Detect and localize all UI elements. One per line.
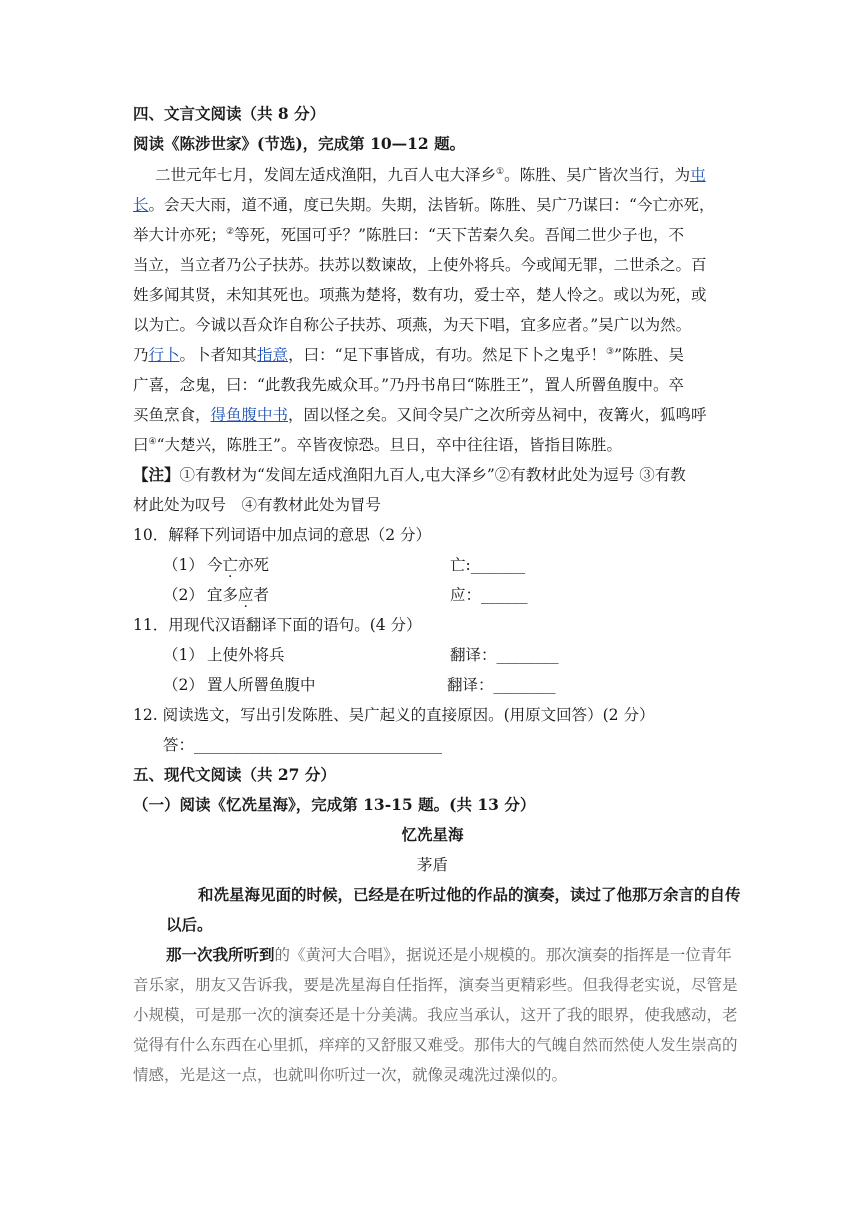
- link-zhiyi[interactable]: 指意: [257, 346, 289, 364]
- article-line-3: 小规模，可是那一次的演奏还是十分美满。我应当承认，这开了我的眼界，使我感动，老: [133, 1006, 738, 1024]
- q11-item1-text: 上使外将兵: [207, 646, 285, 664]
- emphasis-char: 亡: [222, 556, 239, 574]
- article-author: 茅盾: [416, 856, 448, 874]
- question-12: 12. 阅读选文，写出引发陈胜、吴广起义的直接原因。(用原文回答）(2 分）: [133, 706, 655, 724]
- section5-heading: 五、现代文阅读（共 27 分）: [133, 765, 336, 784]
- article-lead-line-2: 以后。: [166, 915, 213, 934]
- article-line-1: 那一次我所听到的《黄河大合唱》，据说还是小规模的。那次演奏的指挥是一位青年: [166, 945, 732, 964]
- q10-item1-text: 今亡亦死: [207, 556, 270, 574]
- passage-line-5: 姓多闻其贤，未知其死也。项燕为楚将，数有功，爱士卒，楚人怜之。或以为死，或: [133, 286, 707, 304]
- question-10: 10．解释下列词语中加点词的意思（2 分）: [133, 526, 432, 544]
- passage-line-1: 二世元年七月，发闾左适戍渔阳，九百人屯大泽乡①。陈胜、吴广皆次当行，为屯: [155, 166, 706, 184]
- question-11: 11．用现代汉语翻译下面的语句。(4 分）: [133, 616, 422, 634]
- passage-line-9: 买鱼烹食，得鱼腹中书，固以怪之矣。又间令吴广之次所旁丛祠中，夜篝火，狐鸣呼: [133, 406, 707, 424]
- section4-instruction: 阅读《陈涉世家》(节选)，完成第 10—12 题。: [133, 134, 466, 153]
- link-tunzhang-cont[interactable]: 长: [133, 196, 149, 214]
- link-tunzhang[interactable]: 屯: [690, 166, 706, 184]
- passage-line-8: 广喜，念鬼，曰：“此教我先威众耳。”乃丹书帛曰“陈胜王”，置人所罾鱼腹中。卒: [133, 376, 684, 394]
- passage-line-3: 举大计亦死；②等死，死国可乎？”陈胜曰：“天下苦秦久矣。吾闻二世少子也，不: [133, 226, 684, 244]
- passage-line-4: 当立，当立者乃公子扶苏。扶苏以数谏故，上使外将兵。今或闻无罪，二世杀之。百: [133, 256, 707, 274]
- q11-item1-answer-blank[interactable]: 翻译：________: [450, 646, 559, 664]
- article-line-4: 觉得有什么东西在心里抓，痒痒的又舒服又难受。那伟大的气魄自然而然使人发生崇高的: [133, 1036, 738, 1054]
- q10-item2-text: 宜多应者: [207, 586, 270, 604]
- q10-item2-answer-blank[interactable]: 应：______: [450, 586, 528, 604]
- section4-heading: 四、文言文阅读（共 8 分）: [133, 104, 326, 123]
- passage-line-10: 曰④“大楚兴，陈胜王”。卒皆夜惊恐。旦日，卒中往往语，皆指目陈胜。: [133, 436, 622, 454]
- link-deyu[interactable]: 得鱼腹中书: [210, 406, 289, 424]
- notes-label: 【注】: [133, 465, 180, 484]
- q10-item1-answer-blank[interactable]: 亡:_______: [450, 556, 525, 574]
- footnote-ref-1: ①: [496, 166, 505, 177]
- link-xingbu[interactable]: 行卜: [148, 346, 180, 364]
- article-line-5: 情感，光是这一点，也就叫你听过一次，就像灵魂洗过澡似的。: [133, 1066, 568, 1084]
- footnote-ref-2: ②: [226, 226, 235, 237]
- section5-sub1: （一）阅读《忆冼星海》，完成第 13-15 题。(共 13 分）: [133, 795, 536, 814]
- q11-item2-num: （2）: [163, 676, 204, 694]
- q10-item1-num: （1）: [163, 556, 204, 574]
- q10-item2-num: （2）: [163, 586, 204, 604]
- article-lead-line-1: 和冼星海见面的时候，已经是在听过他的作品的演奏，读过了他那万余言的自传: [198, 885, 741, 904]
- article-line-2: 音乐家，朋友又告诉我，要是冼星海自任指挥，演奏当更精彩些。但我得老实说，尽管是: [133, 976, 738, 994]
- q12-answer-blank[interactable]: 答：________________________________: [163, 736, 443, 754]
- notes-line-2: 材此处为叹号 ④有教材此处为冒号: [133, 496, 382, 514]
- q11-item2-text: 置人所罾鱼腹中: [207, 676, 316, 694]
- footnote-ref-3: ③: [606, 346, 615, 357]
- passage-line-2: 长。会天大雨，道不通，度已失期。失期，法皆斩。陈胜、吴广乃谋曰：“今亡亦死，: [133, 196, 715, 214]
- emphasis-char: 应: [238, 586, 254, 604]
- article-title: 忆冼星海: [401, 825, 464, 844]
- passage-line-6: 以为亡。今诚以吾众诈自称公子扶苏、项燕，为天下唱，宜多应者。”吴广以为然。: [133, 316, 692, 334]
- q11-item1-num: （1）: [163, 646, 204, 664]
- passage-line-7: 乃行卜。卜者知其指意，曰：“足下事皆成，有功。然足下卜之鬼乎！③”陈胜、吴: [133, 346, 685, 364]
- q11-item2-answer-blank[interactable]: 翻译：________: [447, 676, 556, 694]
- footnote-ref-4: ④: [148, 436, 157, 447]
- notes-line-1: 【注】①有教材为“发闾左适戍渔阳九百人,屯大泽乡”②有教材此处为逗号 ③有教: [133, 465, 686, 484]
